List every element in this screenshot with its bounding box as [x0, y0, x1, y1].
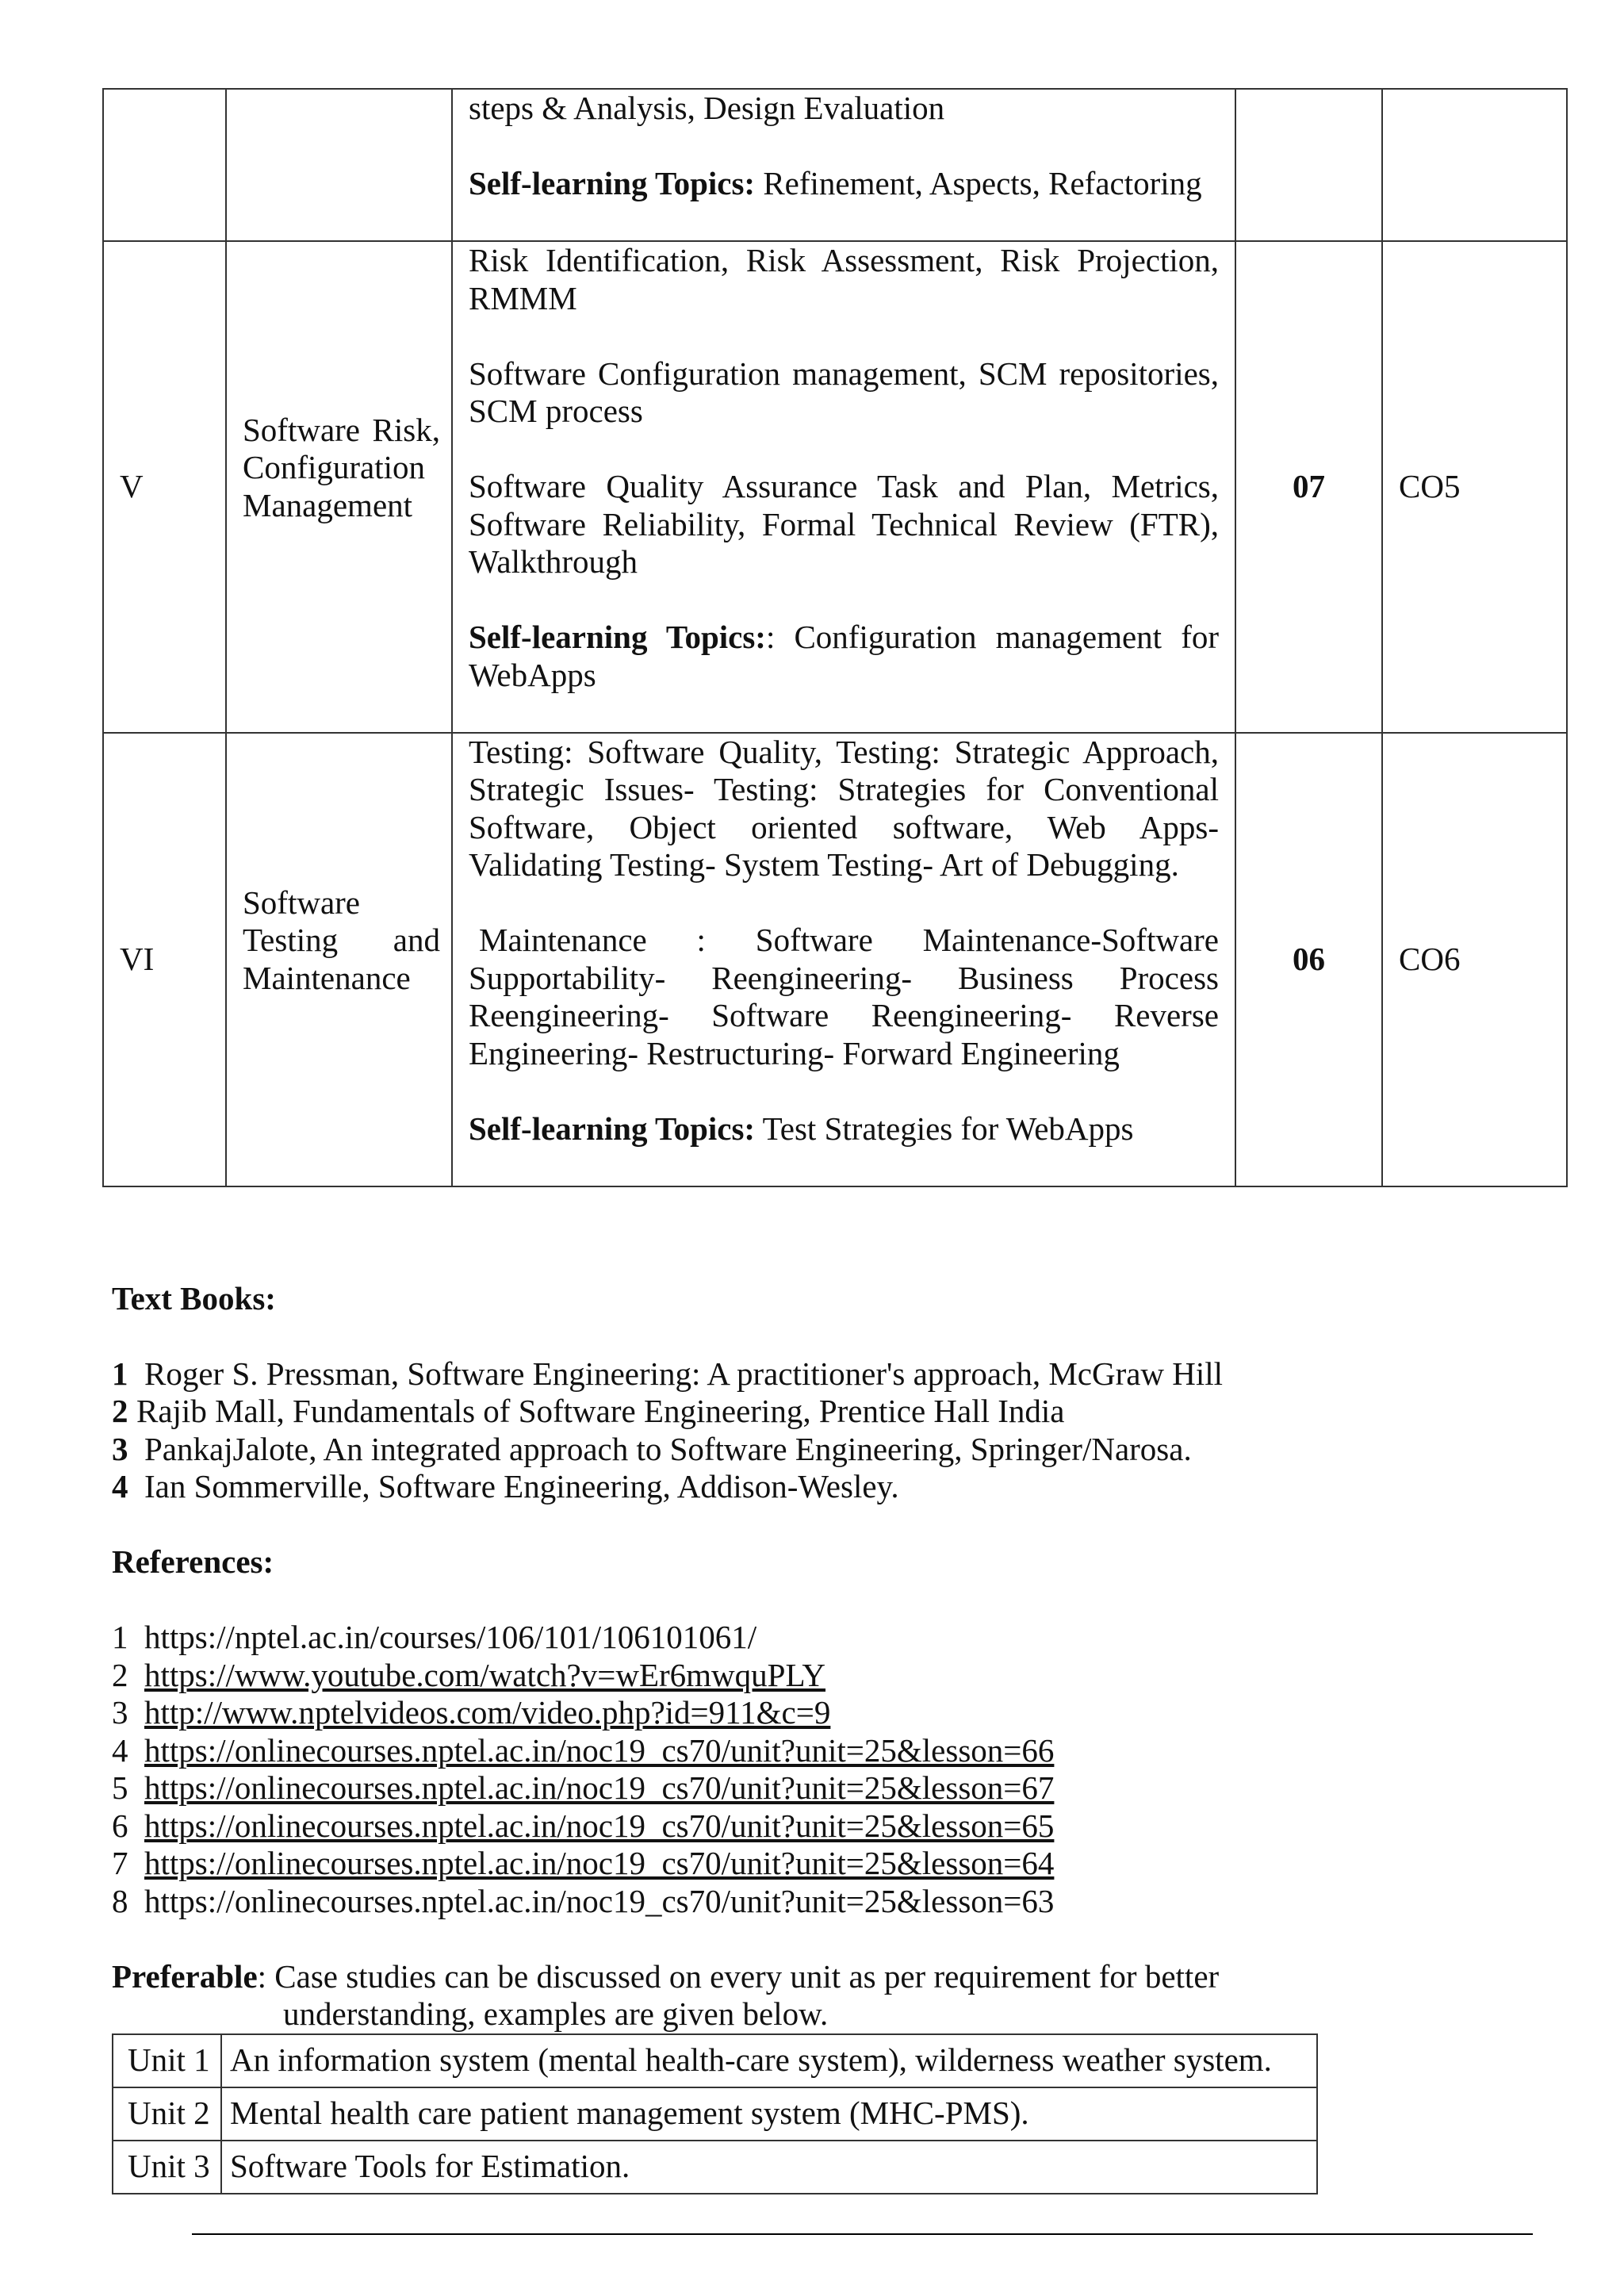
reference-item [112, 1769, 1579, 1807]
hours-cell [1235, 89, 1382, 241]
module-number-cell: VI [103, 733, 226, 1186]
unit-label-cell: Unit 3 [113, 2141, 221, 2194]
reference-item [112, 1619, 1579, 1657]
self-learning-paragraph [469, 165, 1219, 203]
preferable-note [112, 1958, 1579, 2033]
self-learning-label: Self-learning Topics: [469, 619, 766, 655]
text-books-list [112, 1355, 1579, 1506]
references-heading: References: [112, 1543, 274, 1580]
syllabus-table [102, 88, 1568, 1187]
self-learning-topics: Test Strategies for WebApps [755, 1110, 1134, 1147]
module-content-cell [452, 241, 1235, 733]
module-title-cell: Software Testing and Maintenance [226, 733, 452, 1186]
case-studies-table [112, 2033, 1318, 2194]
module-number-cell: V [103, 241, 226, 733]
references-list [112, 1619, 1579, 1920]
text-book-title: Rajib Mall, Fundamentals of Software Engineering, Prentice Hall India [136, 1393, 1065, 1429]
reference-item [112, 1694, 1579, 1732]
table-row [103, 89, 1567, 241]
self-learning-label: Self-learning Topics: [469, 165, 756, 201]
reference-item [112, 1883, 1579, 1921]
text-books-heading: Text Books: [112, 1279, 276, 1317]
module-content-cell [452, 89, 1235, 241]
reference-link[interactable]: https://onlinecourses.nptel.ac.in/noc19_cs70/unit?unit=25&lesson=67 [144, 1769, 1055, 1806]
text-book-title: PankajJalote, An integrated approach to Software Engineering, Springer/Narosa. [144, 1430, 1192, 1467]
course-outcome-cell: CO6 [1382, 733, 1567, 1186]
item-number: 2 [112, 1656, 128, 1693]
course-outcome-cell: CO5 [1382, 241, 1567, 733]
text-book-item [112, 1355, 1579, 1393]
text-book-title: Roger S. Pressman, Software Engineering: A practitioner's approach, McGraw Hill [144, 1355, 1224, 1392]
table-row [113, 2141, 1317, 2194]
reference-link[interactable]: https://www.youtube.com/watch?v=wEr6mwquPLY [144, 1656, 826, 1693]
preferable-text: : Case studies can be discussed on every unit as per requirement for better [257, 1957, 1220, 1995]
reference-link[interactable]: https://onlinecourses.nptel.ac.in/noc19_cs70/unit?unit=25&lesson=66 [144, 1731, 1055, 1769]
preferable-label: Preferable [112, 1957, 258, 1995]
books-and-references [112, 1280, 1579, 2194]
reference-item [112, 1657, 1579, 1695]
item-number: 1 [112, 1619, 128, 1655]
table-row [103, 241, 1567, 733]
item-number: 5 [112, 1769, 128, 1806]
item-number: 3 [112, 1694, 128, 1731]
text-book-item [112, 1431, 1579, 1469]
reference-url: https://nptel.ac.in/courses/106/101/106101061/ [144, 1619, 757, 1655]
case-study-cell: Software Tools for Estimation. [221, 2141, 1317, 2194]
table-row [113, 2087, 1317, 2141]
preferable-line: understanding, examples are given below. [283, 1995, 829, 2032]
reference-link[interactable]: http://www.nptelvideos.com/video.php?id=911&c=9 [144, 1694, 831, 1731]
text-book-title: Ian Sommerville, Software Engineering, Addison-Wesley. [144, 1468, 899, 1504]
table-row [103, 733, 1567, 1186]
item-number: 4 [112, 1731, 128, 1769]
reference-item [112, 1732, 1579, 1770]
reference-link[interactable]: https://onlinecourses.nptel.ac.in/noc19_cs70/unit?unit=25&lesson=65 [144, 1807, 1055, 1844]
case-study-cell: An information system (mental health-care system), wilderness weather system. [221, 2034, 1317, 2087]
item-number: 8 [112, 1882, 128, 1919]
item-number: 2 [112, 1393, 128, 1429]
reference-link[interactable]: https://onlinecourses.nptel.ac.in/noc19_cs70/unit?unit=25&lesson=64 [144, 1845, 1055, 1881]
unit-label-cell: Unit 2 [113, 2087, 221, 2141]
hours-cell: 07 [1235, 241, 1382, 733]
self-learning-label: Self-learning Topics: [469, 1110, 756, 1147]
self-learning-topics: Refinement, Aspects, Refactoring [755, 165, 1202, 201]
hours-cell: 06 [1235, 733, 1382, 1186]
text-book-item [112, 1393, 1579, 1431]
self-learning-paragraph [469, 1110, 1219, 1148]
module-title-cell [226, 89, 452, 241]
footer-divider [192, 2233, 1533, 2235]
content-paragraph: Risk Identification, Risk Assessment, Risk Projection, RMMM [469, 242, 1219, 316]
content-paragraph: Testing: Software Quality, Testing: Strategic Approach, Strategic Issues- Testing: Strategies for Conventional Software, Object oriented software, Web Apps- Validating Testing- System Testing- Art of Debugging. [469, 733, 1219, 883]
content-paragraph: Software Configuration management, SCM repositories, SCM process [469, 355, 1219, 429]
unit-label-cell: Unit 1 [113, 2034, 221, 2087]
module-content-cell [452, 733, 1235, 1186]
case-study-cell: Mental health care patient management system (MHC-PMS). [221, 2087, 1317, 2141]
item-number: 3 [112, 1430, 128, 1467]
content-paragraph: Maintenance : Software Maintenance-Software Supportability- Reengineering- Business Process Reengineering- Software Reengineering- Reverse Engineering- Restructuring- Forward Engineering [469, 922, 1219, 1071]
text-book-item [112, 1468, 1579, 1506]
reference-item [112, 1807, 1579, 1846]
self-learning-topics: : Configuration management for WebApps [469, 619, 1220, 693]
self-learning-paragraph [469, 619, 1219, 694]
module-number-cell [103, 89, 226, 241]
item-number: 6 [112, 1807, 128, 1844]
content-paragraph: Software Quality Assurance Task and Plan, Metrics, Software Reliability, Formal Technical Review (FTR), Walkthrough [469, 468, 1219, 580]
course-outcome-cell [1382, 89, 1567, 241]
item-number: 4 [112, 1468, 128, 1504]
reference-url: https://onlinecourses.nptel.ac.in/noc19_cs70/unit?unit=25&lesson=63 [144, 1882, 1055, 1919]
table-row [113, 2034, 1317, 2087]
item-number: 1 [112, 1355, 128, 1392]
reference-item [112, 1845, 1579, 1883]
module-title-cell: Software Risk, Configuration Management [226, 241, 452, 733]
content-paragraph: steps & Analysis, Design Evaluation [469, 90, 945, 126]
item-number: 7 [112, 1845, 128, 1881]
preferable-line [112, 1958, 1579, 1996]
